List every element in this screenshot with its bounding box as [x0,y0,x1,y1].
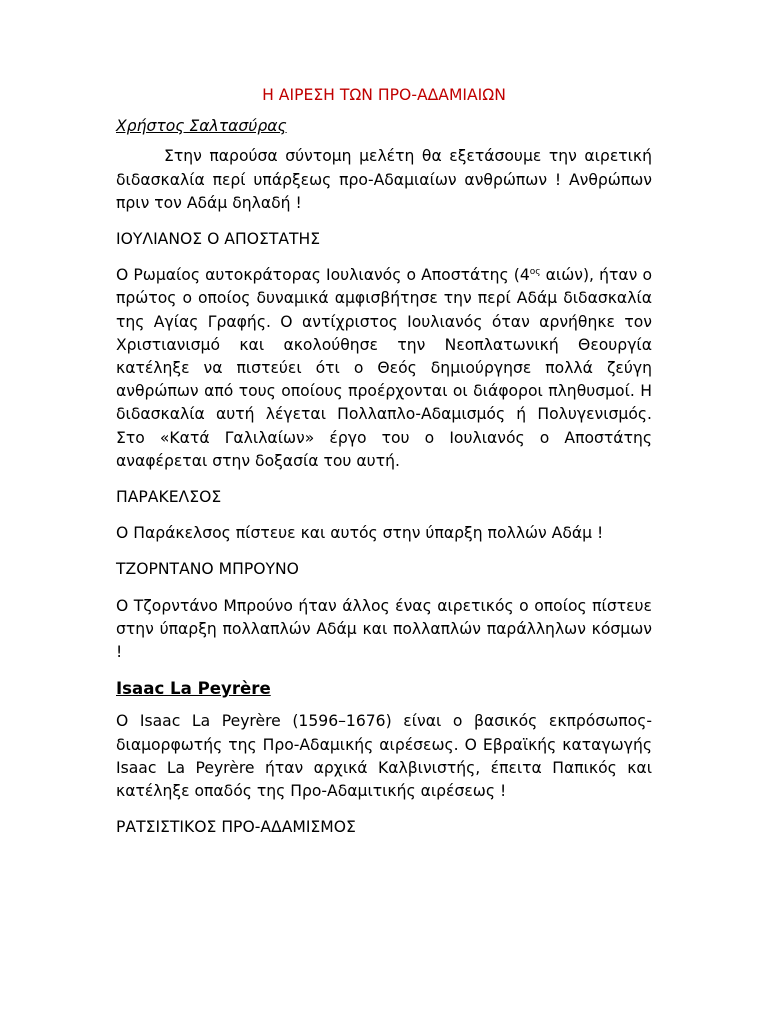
section-paragraph-bruno: Ο Τζορντάνο Μπρούνο ήταν άλλος ένας αιρετικός ο οποίος πίστευε στην ύπαρξη πολλαπλών Αδάμ και πολλαπλών παράλληλων κόσμων ! [116,596,652,662]
section-heading-racist-pre-adamism: ΡΑΤΣΙΣΤΙΚΟΣ ΠΡΟ-ΑΔΑΜΙΣΜΟΣ [116,818,356,837]
document-page [116,84,652,852]
section-heading-julian: ΙΟΥΛΙΑΝΟΣ Ο ΑΠΟΣΤΑΤΗΣ [116,230,321,249]
section-heading-paracelsus: ΠΑΡΑΚΕΛΣΟΣ [116,488,222,507]
section-paragraph-paracelsus: Ο Παράκελσος πίστευε και αυτός στην ύπαρξη πολλών Αδάμ ! [116,524,604,543]
document-title: Η ΑΙΡΕΣΗ ΤΩΝ ΠΡΟ-ΑΔΑΜΙΑΙΩΝ [262,86,506,104]
section-heading-bruno: ΤΖΟΡΝΤΑΝΟ ΜΠΡΟΥΝΟ [116,560,299,579]
ordinal-superscript: ος [529,267,541,278]
intro-paragraph: Στην παρούσα σύντομη μελέτη θα εξετάσουμε την αιρετική διδασκαλία περί υπάρξεως προ-Αδαμιαίων ανθρώπων ! Ανθρώπων πριν τον Αδάμ δηλαδή ! [116,147,652,212]
section-heading-la-peyrere: Isaac La Peyrère [116,679,271,699]
section-paragraph-julian [116,264,652,473]
section-paragraph-la-peyrere: Ο Isaac La Peyrère (1596–1676) είναι ο βασικός εκπρόσωπος- διαμορφωτής της Προ-Αδαμικής αιρέσεως. Ο Εβραϊκής καταγωγής Isaac La Peyrère ήταν αρχικά Καλβινιστής, έπειτα Παπικός και κατέληξε οπαδός της Προ-Αδαμιτικής αιρέσεως ! [116,712,652,801]
paragraph-text-part: αιών), ήταν ο πρώτος ο οποίος δυναμικά αμφισβήτησε την περί Αδάμ διδασκαλία της Αγίας Γραφής. Ο αντίχριστος Ιουλιανός όταν αρνήθηκε τον Χριστιανισμό και ακολούθησε την Νεοπλατωνική Θεουργία κατέληξε να πιστεύει ότι ο Θεός δημιούργησε πολλά ζεύγη ανθρώπων από τους οποίους προέρχονται οι διάφοροι πληθυσμοί. Η διδασκαλία αυτή λέγεται Πολλαπλο-Αδαμισμός ή Πολυγενισμός. Στο «Κατά Γαλιλαίων» έργο του ο Ιουλιανός ο Αποστάτης αναφέρεται στην δοξασία του αυτή. [116,266,652,470]
paragraph-text-part: Ο Ρωμαίος αυτοκράτορας Ιουλιανός ο Αποστάτης (4 [116,266,530,285]
author-name: Χρήστος Σαλτασύρας [116,117,287,136]
